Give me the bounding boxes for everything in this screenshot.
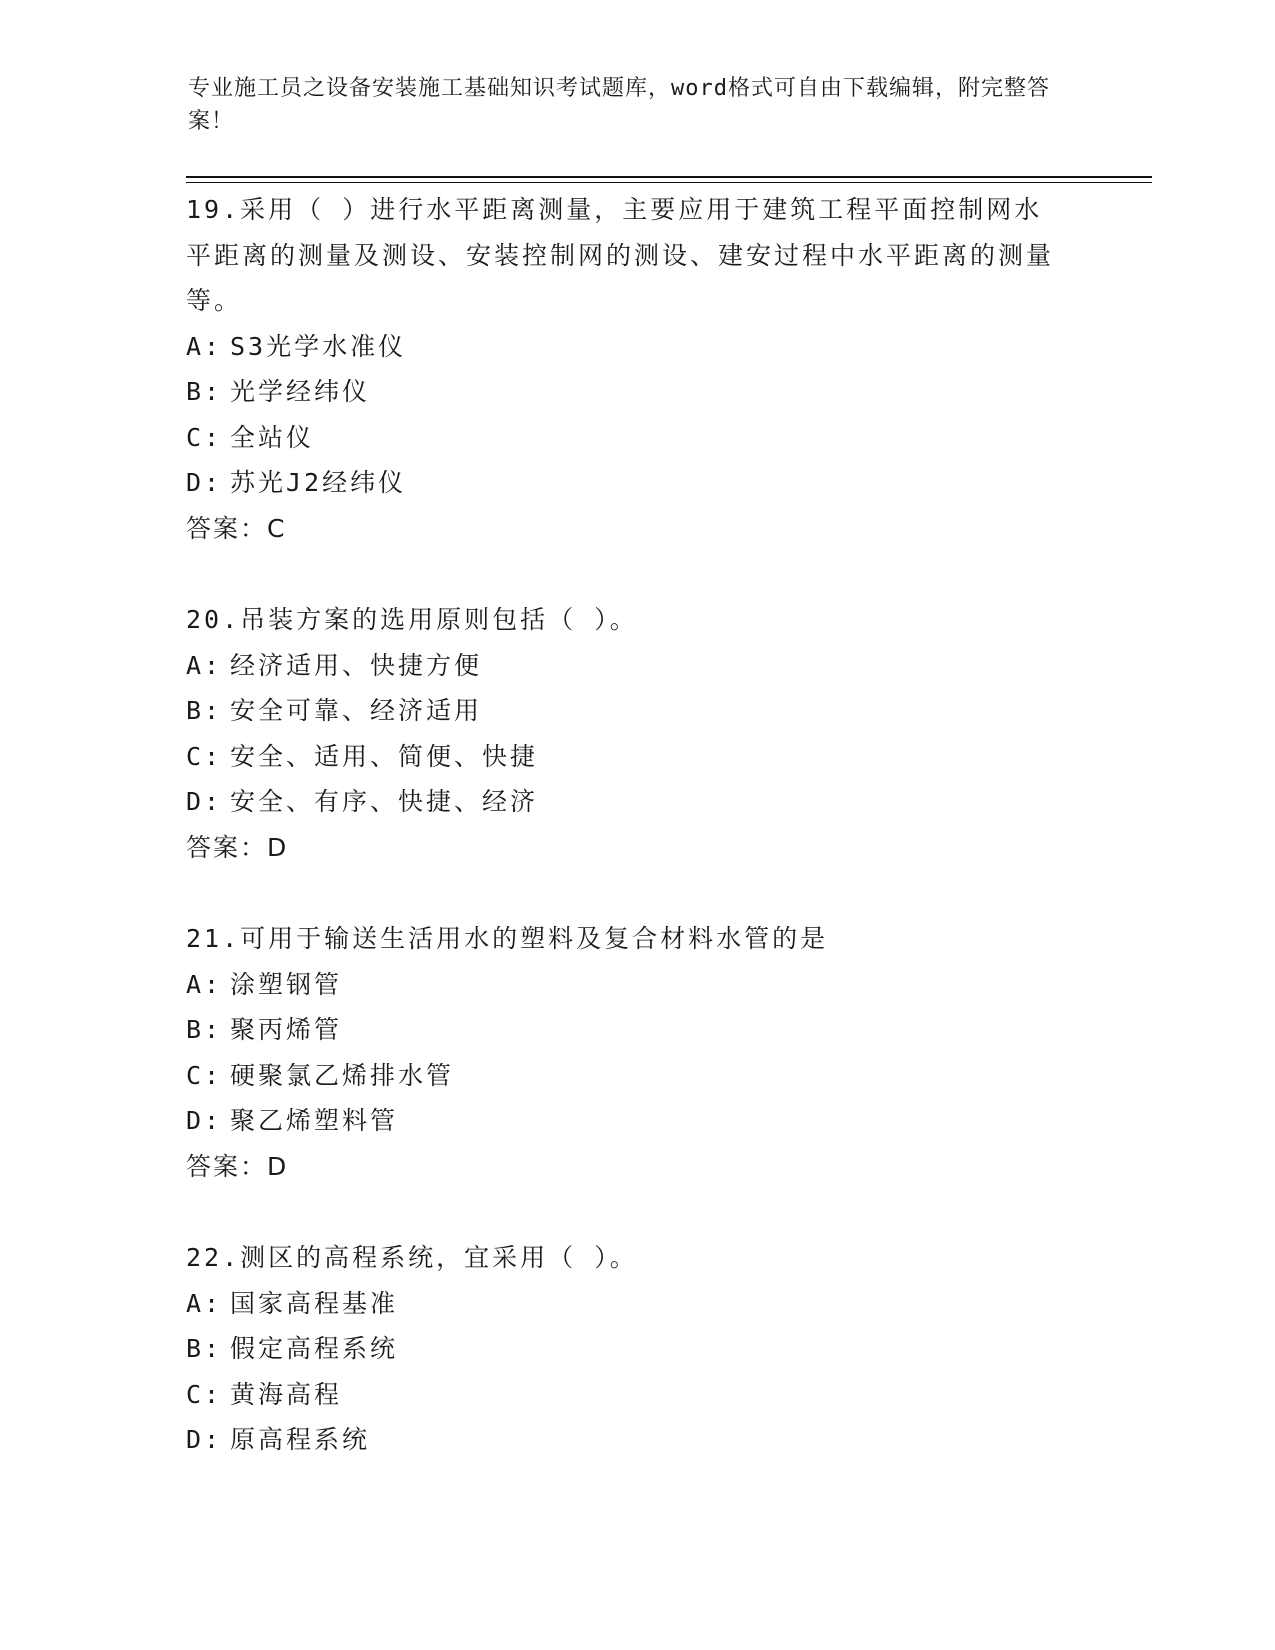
option-text: 全站仪 (230, 422, 315, 452)
option-letter: C: (186, 1379, 223, 1409)
option-letter: B: (186, 1015, 223, 1044)
option-letter: A: (186, 331, 223, 361)
option-letter: C: (186, 741, 223, 771)
option-c (186, 1372, 1066, 1418)
option-a (186, 643, 1066, 689)
option-d (186, 460, 1066, 506)
answer-line: 答案：D (186, 832, 289, 862)
option-letter: B: (186, 1334, 223, 1363)
option-text: 苏光J2经纬仪 (230, 468, 407, 497)
option-d (186, 1417, 1066, 1463)
option-letter: B: (186, 696, 223, 725)
header-divider-thin (186, 182, 1152, 183)
option-text: 黄海高程 (230, 1379, 343, 1409)
option-letter: D: (186, 1425, 223, 1454)
option-letter: C: (186, 1060, 223, 1090)
option-b (186, 1007, 1066, 1053)
option-text: S3光学水准仪 (230, 331, 407, 361)
option-letter: A: (186, 1288, 223, 1318)
option-text: 假定高程系统 (230, 1334, 399, 1363)
answer-line: 答案：C (186, 513, 287, 543)
question-22 (186, 1235, 1066, 1463)
question-text: 21.可用于输送生活用水的塑料及复合材料水管的是 (186, 924, 829, 953)
option-text: 聚丙烯管 (230, 1015, 343, 1044)
option-letter: D: (186, 787, 223, 816)
option-text: 经济适用、快捷方便 (230, 650, 483, 680)
option-text: 光学经纬仪 (230, 377, 371, 406)
answer-line: 答案：D (186, 1151, 289, 1181)
question-20 (186, 597, 1066, 870)
option-text: 硬聚氯乙烯排水管 (230, 1060, 455, 1090)
option-text: 国家高程基准 (230, 1288, 399, 1318)
option-d (186, 779, 1066, 825)
option-letter: C: (186, 422, 223, 452)
option-b (186, 688, 1066, 734)
option-c (186, 734, 1066, 780)
question-text: 22.测区的高程系统，宜采用（ ）。 (186, 1243, 638, 1272)
question-21 (186, 916, 1066, 1189)
option-text: 聚乙烯塑料管 (230, 1106, 399, 1135)
option-text: 安全可靠、经济适用 (230, 696, 483, 725)
option-c (186, 1053, 1066, 1099)
option-b (186, 369, 1066, 415)
option-letter: D: (186, 468, 223, 497)
option-text: 涂塑钢管 (230, 969, 343, 999)
option-letter: A: (186, 969, 223, 999)
option-text: 安全、适用、简便、快捷 (230, 741, 539, 771)
option-text: 原高程系统 (230, 1425, 371, 1454)
option-text: 安全、有序、快捷、经济 (230, 787, 539, 816)
question-text: 19.采用（ ）进行水平距离测量，主要应用于建筑工程平面控制网水平距离的测量及测设、安装控制网的测设、建安过程中水平距离的测量等。 (186, 195, 1055, 315)
option-d (186, 1098, 1066, 1144)
document-header: 专业施工员之设备安装施工基础知识考试题库，word格式可自由下载编辑，附完整答案！ (188, 76, 1050, 134)
option-a (186, 324, 1066, 370)
option-b (186, 1326, 1066, 1372)
option-a (186, 962, 1066, 1008)
option-letter: A: (186, 650, 223, 680)
option-c (186, 415, 1066, 461)
question-list (186, 187, 1066, 1509)
question-19 (186, 187, 1066, 551)
option-letter: B: (186, 377, 223, 406)
header-divider-thick (186, 176, 1152, 178)
option-letter: D: (186, 1106, 223, 1135)
option-a (186, 1281, 1066, 1327)
question-text: 20.吊装方案的选用原则包括（ ）。 (186, 605, 638, 634)
